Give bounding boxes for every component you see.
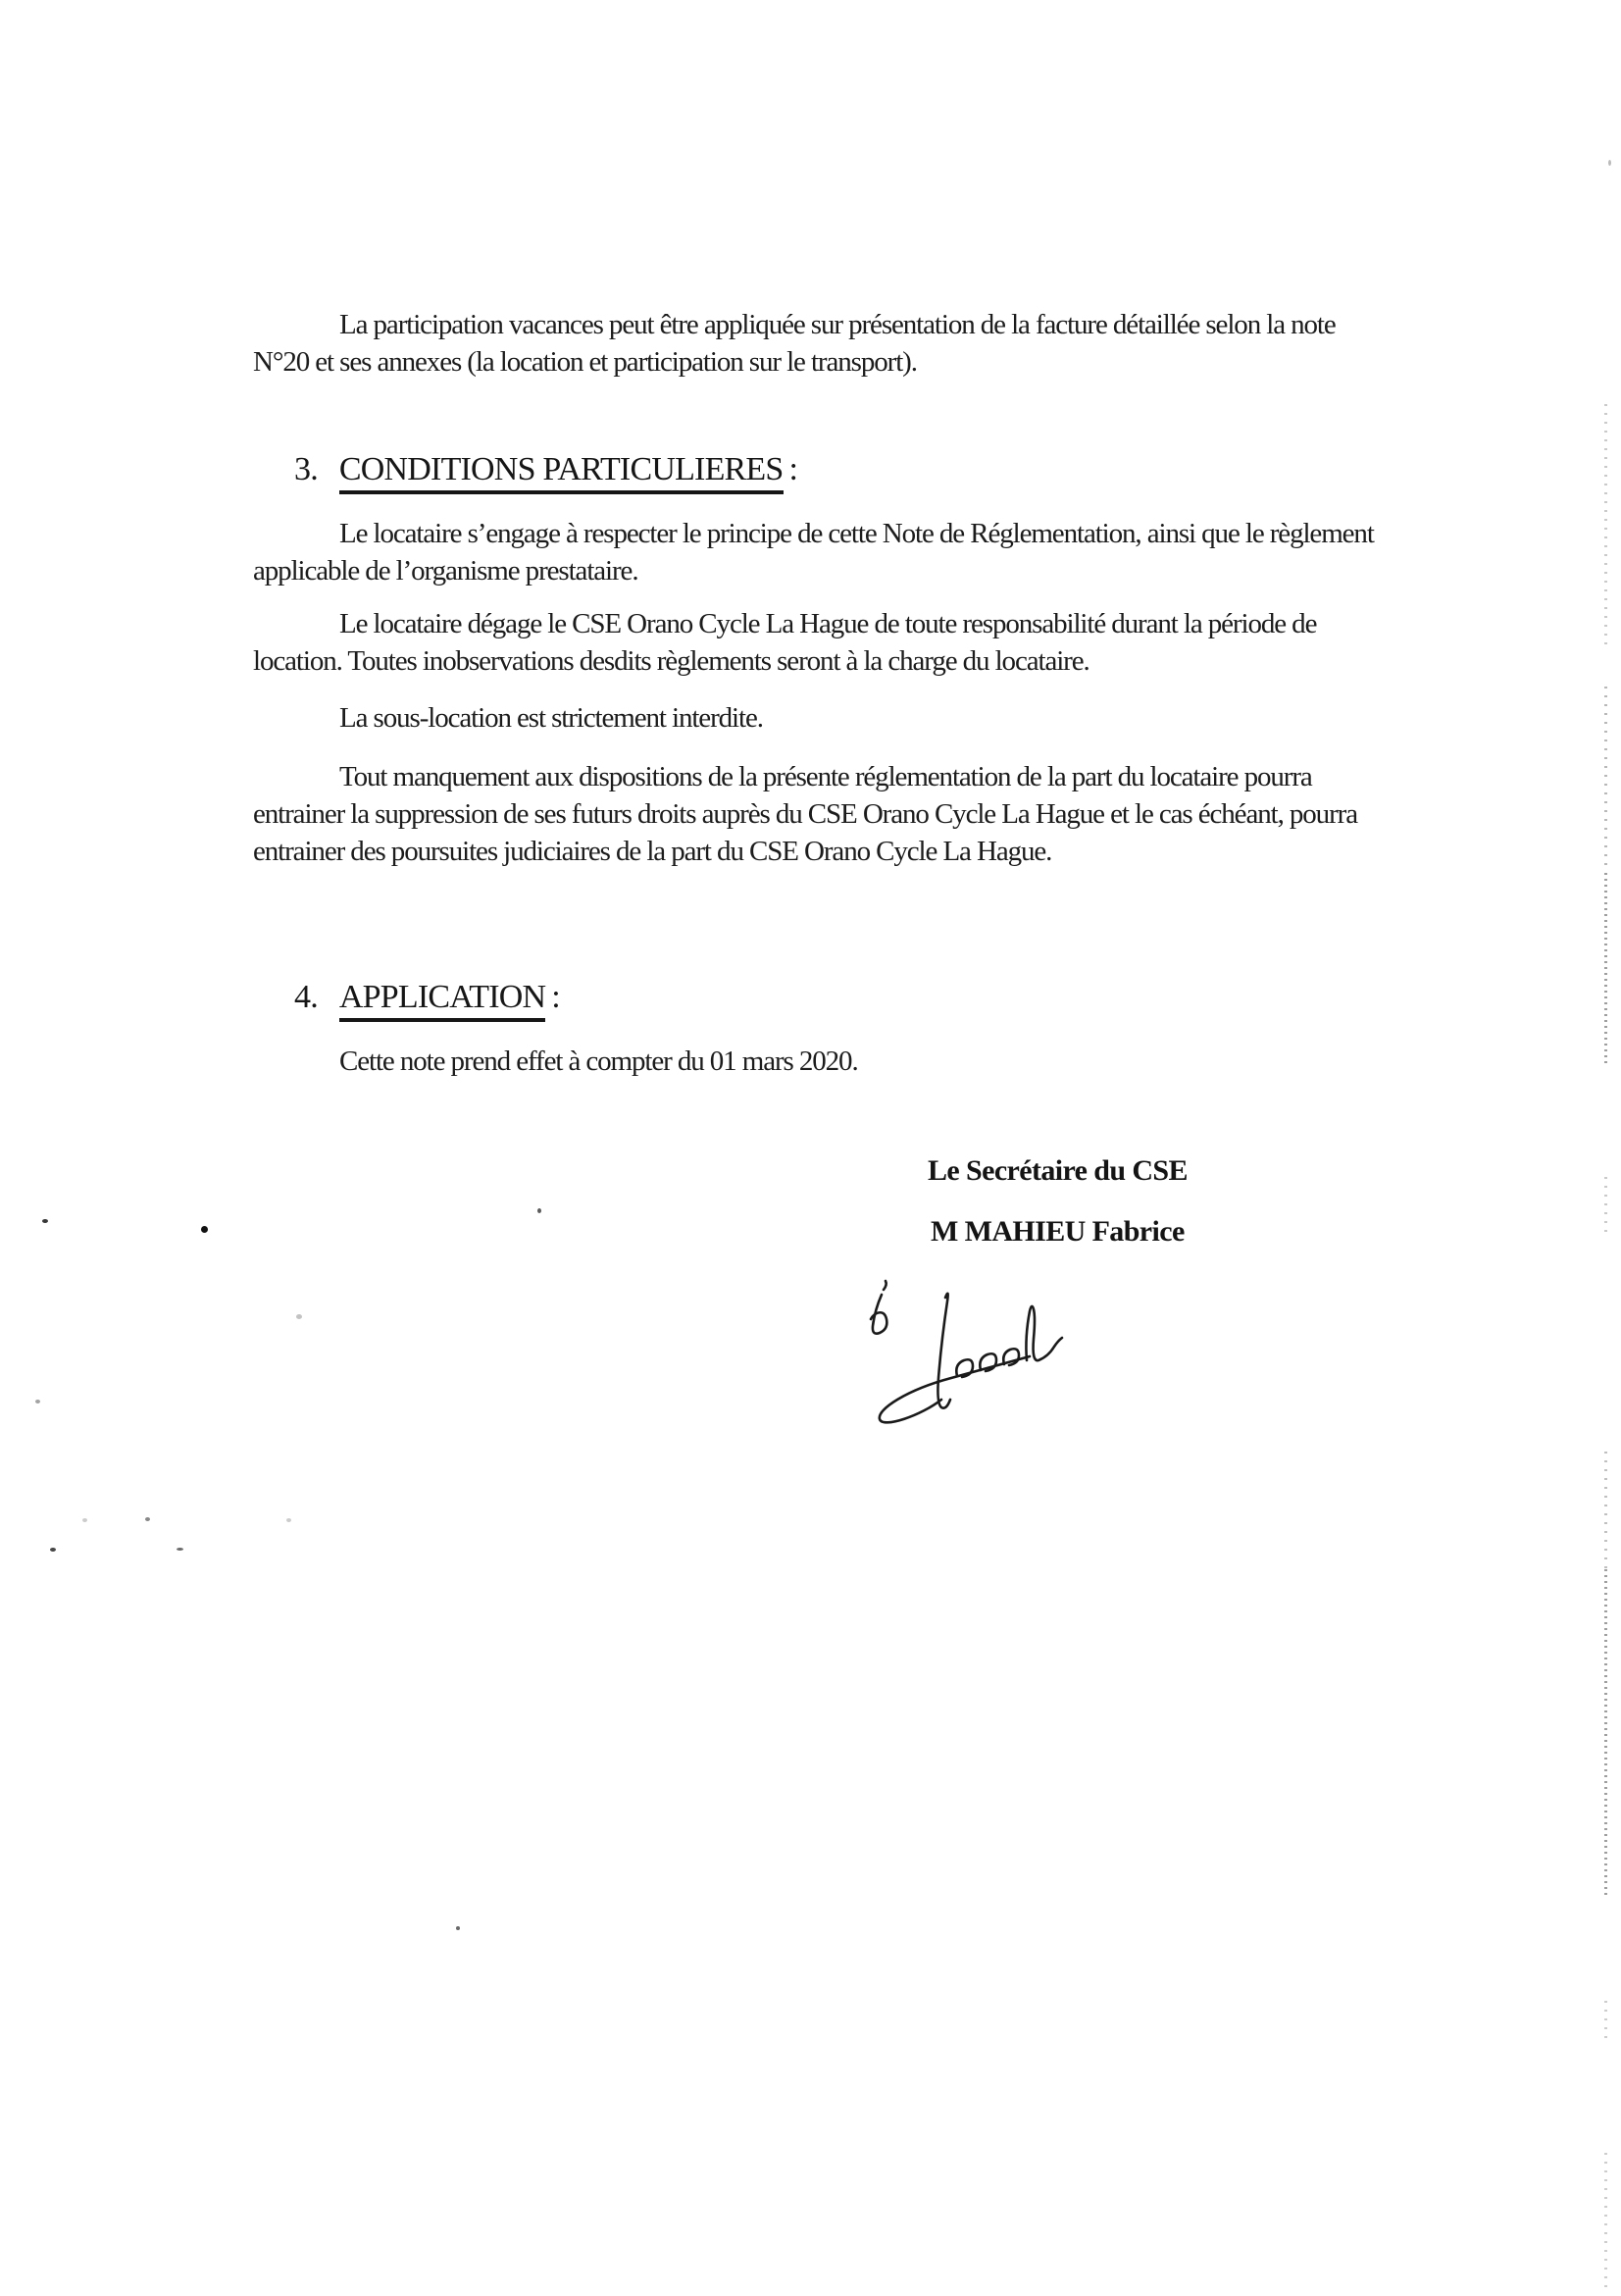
scan-speck <box>42 1219 48 1223</box>
scan-noise-right-edge <box>1604 1569 1607 1898</box>
scan-speck <box>296 1314 302 1319</box>
section-3-heading <box>294 448 797 491</box>
section-4-paragraph-1: Cette note prend effet à compter du 01 mars 2020. <box>339 1046 858 1077</box>
section-4-colon: : <box>551 979 560 1015</box>
section-3-paragraph-4: Tout manquement aux dispositions de la présente réglementation de la part du locataire pourra entrainer la suppression de ses futurs droits auprès du CSE Orano Cycle La Hague et le cas échéant, pourra entrainer des poursuites judiciaires de la part du CSE Orano Cycle La Hague. <box>253 761 1357 867</box>
scan-speck <box>1608 160 1611 166</box>
scan-noise-right-edge <box>1604 687 1607 868</box>
intro-paragraph: La participation vacances peut être appliquée sur présentation de la facture détaillée selon la note N°20 et ses annexes (la location et participation sur le transport). <box>253 309 1336 378</box>
section-3-number: 3. <box>294 451 318 487</box>
signature-name: M MAHIEU Fabrice <box>931 1215 1185 1248</box>
section-3-colon: : <box>788 451 798 487</box>
scan-noise-right-edge <box>1604 2001 1607 2042</box>
section-4-number: 4. <box>294 979 318 1015</box>
handwritten-signature <box>853 1270 1089 1442</box>
scan-speck <box>537 1208 541 1213</box>
scan-speck <box>50 1548 56 1552</box>
section-3-paragraph-1: Le locataire s’engage à respecter le principe de cette Note de Réglementation, ainsi que le règlement applicable de l’organisme prestataire. <box>253 518 1374 587</box>
scan-speck <box>35 1400 40 1403</box>
section-4-heading <box>294 976 560 1019</box>
section-3-paragraph-3: La sous-location est strictement interdite. <box>339 702 763 734</box>
section-3-title: CONDITIONS PARTICULIERES <box>339 451 784 494</box>
scan-speck <box>145 1517 150 1521</box>
scan-speck <box>201 1226 208 1233</box>
scan-noise-right-edge <box>1604 1452 1607 1569</box>
scan-noise-right-edge <box>1604 404 1607 649</box>
section-3-paragraph-2: Le locataire dégage le CSE Orano Cycle La Hague de toute responsabilité durant la période de location. Toutes inobservations desdits règlements seront à la charge du locataire. <box>253 608 1317 677</box>
scan-speck <box>82 1518 87 1522</box>
scan-noise-right-edge <box>1604 2153 1607 2290</box>
section-4-title: APPLICATION <box>339 979 545 1022</box>
signature-role: Le Secrétaire du CSE <box>928 1154 1188 1187</box>
scan-speck <box>456 1926 460 1930</box>
scan-speck <box>286 1518 291 1522</box>
scan-noise-right-edge <box>1604 1177 1607 1236</box>
scan-speck <box>177 1548 183 1551</box>
scan-noise-right-edge <box>1604 873 1607 1064</box>
